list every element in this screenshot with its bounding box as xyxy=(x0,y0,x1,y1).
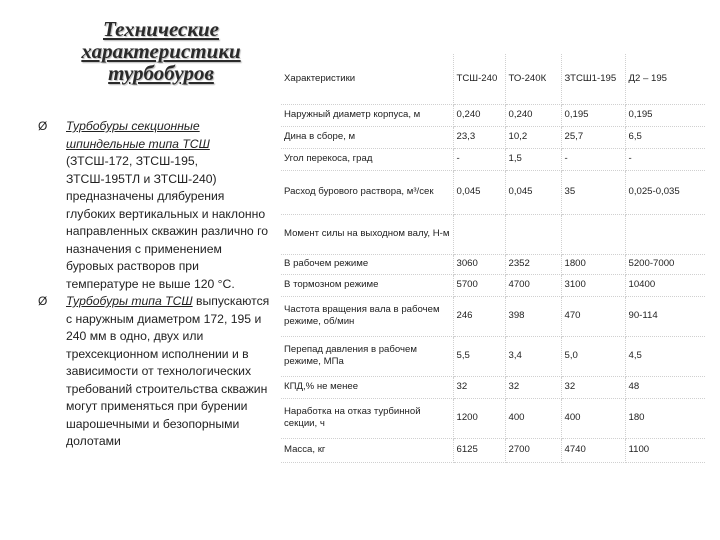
table-cell: 32 xyxy=(561,376,625,398)
bullet-text: (ЗТСШ-172, ЗТСШ-195, ЗТСШ-195ТЛ и ЗТСШ-240) предназначены длябурения глубоких вертикальных и наклонно направленных скважин различно го назначения с применением буровых растворов при температуре не выше 120 °С. xyxy=(66,154,269,291)
table-cell: 2700 xyxy=(505,438,561,462)
table-cell: 35 xyxy=(561,170,625,214)
row-label: Угол перекоса, град xyxy=(281,148,453,170)
table-cell: - xyxy=(453,148,505,170)
arrow-bullet-icon: Ø xyxy=(38,119,48,133)
table-cell: 0,195 xyxy=(625,104,705,126)
table-row xyxy=(281,254,705,274)
table-row xyxy=(281,104,705,126)
row-label: Частота вращения вала в рабочем режиме, об/мин xyxy=(281,296,453,336)
table-cell xyxy=(561,214,625,254)
table-cell: 5,5 xyxy=(453,336,505,376)
table-row xyxy=(281,126,705,148)
table-cell: 3,4 xyxy=(505,336,561,376)
row-label: КПД,% не менее xyxy=(281,376,453,398)
table-header-row xyxy=(281,54,705,104)
table-cell: 23,3 xyxy=(453,126,505,148)
table-cell: 32 xyxy=(505,376,561,398)
table-cell: 4700 xyxy=(505,274,561,296)
header-cell: Характеристики xyxy=(281,54,453,104)
table-row xyxy=(281,214,705,254)
table-cell: 400 xyxy=(561,398,625,438)
row-label: Момент силы на выходном валу, Н-м xyxy=(281,214,453,254)
table-row xyxy=(281,170,705,214)
row-label: Дина в сборе, м xyxy=(281,126,453,148)
arrow-bullet-icon: Ø xyxy=(38,294,48,308)
table-cell: 4,5 xyxy=(625,336,705,376)
table-cell: 398 xyxy=(505,296,561,336)
table-cell: 5,0 xyxy=(561,336,625,376)
header-cell: Д2 – 195 xyxy=(625,54,705,104)
table-row xyxy=(281,274,705,296)
row-label: Перепад давления в рабочем режиме, МПа xyxy=(281,336,453,376)
table-row xyxy=(281,296,705,336)
table-cell: 470 xyxy=(561,296,625,336)
row-label: Наружный диаметр корпуса, м xyxy=(281,104,453,126)
table-cell: 5200-7000 xyxy=(625,254,705,274)
row-label: Расход бурового раствора, м³/сек xyxy=(281,170,453,214)
table-cell: 25,7 xyxy=(561,126,625,148)
table-cell: 180 xyxy=(625,398,705,438)
table-cell xyxy=(625,214,705,254)
table-cell: 6,5 xyxy=(625,126,705,148)
table-cell: 48 xyxy=(625,376,705,398)
slide-title: Технические характеристики турбобуров xyxy=(81,17,241,85)
table-row xyxy=(281,148,705,170)
table-row xyxy=(281,398,705,438)
table-row xyxy=(281,376,705,398)
table-cell: - xyxy=(625,148,705,170)
specs-table xyxy=(281,54,705,463)
table-cell: 1800 xyxy=(561,254,625,274)
bullet-item-tssh-type xyxy=(38,293,270,451)
table-cell: 400 xyxy=(505,398,561,438)
table-cell: 1100 xyxy=(625,438,705,462)
table-cell: 246 xyxy=(453,296,505,336)
header-cell: ТСШ-240 xyxy=(453,54,505,104)
table-cell xyxy=(505,214,561,254)
bullet-emphasis: Турбобуры секционные шпиндельные типа ТСШ xyxy=(66,119,210,151)
row-label: В тормозном режиме xyxy=(281,274,453,296)
header-cell: ТО-240К xyxy=(505,54,561,104)
table-cell: 0,195 xyxy=(561,104,625,126)
bullet-text: выпускаются с наружным диаметром 172, 195 и 240 мм в одно, двух или трехсекционном исполнении и в зависимости от технологических требований строительства скважин могут применяться при бурении шарошечными и безопорными долотами xyxy=(66,294,270,448)
row-label: Масса, кг xyxy=(281,438,453,462)
table-cell: 0,045 xyxy=(505,170,561,214)
table-cell: 32 xyxy=(453,376,505,398)
table-cell: - xyxy=(561,148,625,170)
table-cell xyxy=(453,214,505,254)
table-cell: 4740 xyxy=(561,438,625,462)
table-cell: 0,240 xyxy=(453,104,505,126)
table-cell: 0,045 xyxy=(453,170,505,214)
row-label: Наработка на отказ турбинной секции, ч xyxy=(281,398,453,438)
bullet-emphasis: Турбобуры типа ТСШ xyxy=(66,294,193,308)
table-cell: 10,2 xyxy=(505,126,561,148)
header-cell: ЗТСШ1-195 xyxy=(561,54,625,104)
row-label: В рабочем режиме xyxy=(281,254,453,274)
table-cell: 3060 xyxy=(453,254,505,274)
table-cell: 0,025-0,035 xyxy=(625,170,705,214)
table-row xyxy=(281,438,705,462)
bullet-item-tssh-sectional xyxy=(38,118,270,293)
table-cell: 6125 xyxy=(453,438,505,462)
table-cell: 1,5 xyxy=(505,148,561,170)
table-cell: 0,240 xyxy=(505,104,561,126)
table-cell: 90-114 xyxy=(625,296,705,336)
table-row xyxy=(281,336,705,376)
table-cell: 2352 xyxy=(505,254,561,274)
table-cell: 5700 xyxy=(453,274,505,296)
table-cell: 1200 xyxy=(453,398,505,438)
table-cell: 10400 xyxy=(625,274,705,296)
bullet-list xyxy=(38,118,270,451)
table-cell: 3100 xyxy=(561,274,625,296)
